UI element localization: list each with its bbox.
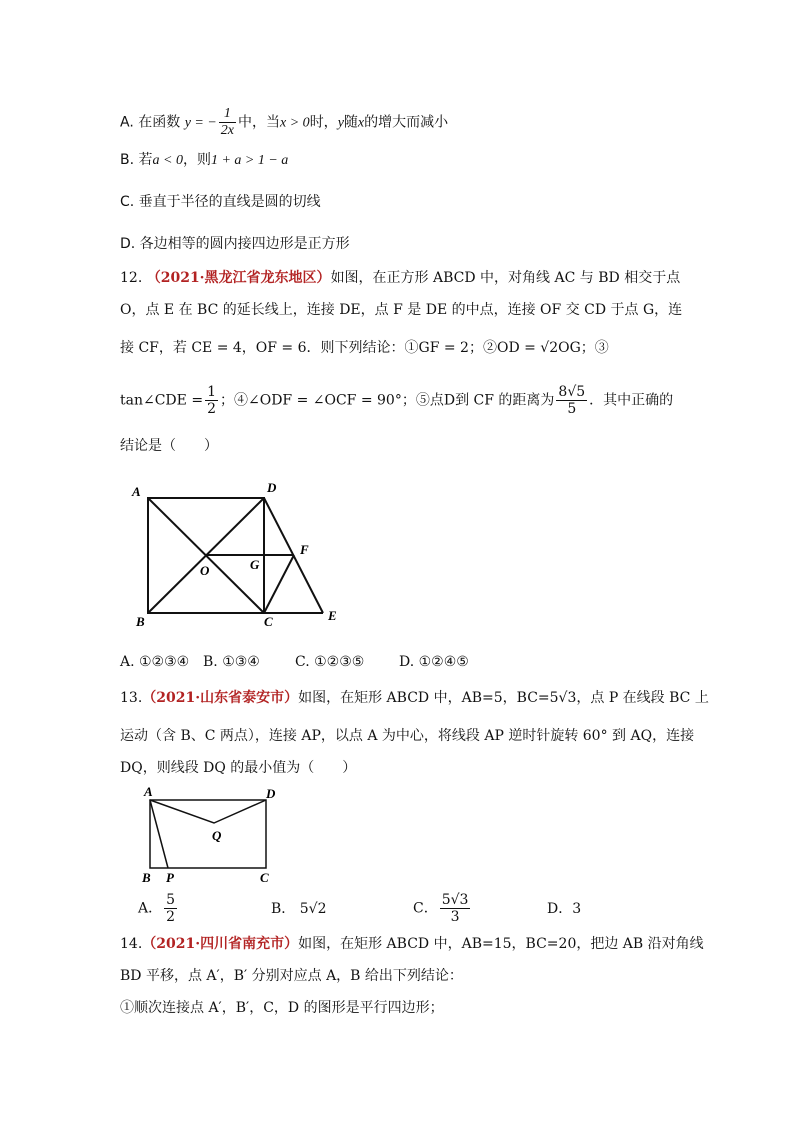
q14-line3: ①顺次连接点 A′，B′，C，D 的图形是平行四边形； [120,1000,444,1016]
label-g: G [250,557,260,572]
q12-line2: O，点 E 在 BC 的延长线上，连接 DE，点 F 是 DE 的中点，连接 OF 交 CD 于点 G，连 [120,302,683,318]
q12-line1: 12. （2021·黑龙江省龙东地区）如图，在正方形 ABCD 中，对角线 AC 与 BD 相交于点 [120,270,681,286]
q14-source: （2021·四川省南充市） [142,936,299,952]
label-d: D [267,480,277,495]
label-c: C [264,614,273,629]
q13-figure [138,782,288,888]
q13-option-b: B． 5√2 [271,901,327,917]
label-a: A [132,484,141,499]
label-b: B [142,870,151,885]
label-c: C [260,870,269,885]
q12-option-c: C. ①②③⑤ [295,654,365,670]
q12-option-b: B. ①③④ [203,654,260,670]
q12-option-a: A. ①②③④ [120,654,190,670]
q14-line2: BD 平移，点 A′，B′ 分别对应点 A，B 给出下列结论： [120,968,463,984]
segment-cf [264,555,294,613]
q12-option-d: D. ①②④⑤ [399,654,469,670]
q13-line3: DQ，则线段 DQ 的最小值为（ ） [120,760,357,776]
q13-option-d: D．3 [547,901,582,917]
q12-figure [128,478,348,633]
q13-source: （2021·山东省泰安市） [142,690,299,706]
rectangle-abcd [150,800,266,868]
q13-line1: 13.（2021·山东省泰安市）如图，在矩形 ABCD 中，AB=5，BC=5√3，点 P 在线段 BC 上 [120,690,709,706]
segment-aqd [150,800,266,823]
q12-source: （2021·黑龙江省龙东地区） [146,270,331,286]
label-a: A [144,784,153,799]
q11-option-d: D. 各边相等的圆内接四边形是正方形 [120,236,350,252]
label-b: B [136,614,145,629]
segment-ap [150,800,168,868]
q11-option-c: C. 垂直于半径的直线是圆的切线 [120,194,321,210]
q14-line1: 14.（2021·四川省南充市）如图，在矩形 ABCD 中，AB=15，BC=20，把边 AB 沿对角线 [120,936,704,952]
label-e: E [328,608,337,623]
q13-option-a: A． $\frac{5}{2}$ [138,892,176,925]
label-p: P [166,870,174,885]
q11-option-a: A. 在函数 y = − $\frac{1}{2x}$ 中，当x > 0时，y随x的增大而减小 [120,106,449,138]
q13-line2: 运动（含 B、C 两点），连接 AP，以点 A 为中心，将线段 AP 逆时针旋转 60° 到 AQ，连接 [120,728,695,744]
q13-option-c: C． $\frac{5√3}{3}$ [413,892,469,925]
q11-option-b: B. 若a < 0，则1 + a > 1 − a [120,152,289,168]
q14-number: 14. [120,936,143,952]
label-o: O [200,563,210,578]
q12-line4: tan∠CDE = $\frac{1}{2}$ ；④∠ODF = ∠OCF = 90°；⑤点D到 CF 的距离为 $\frac{8√5}{5}$ ．其中正确的 [120,384,674,417]
label-d: D [266,786,276,801]
q13-number: 13. [120,690,143,706]
label-q: Q [212,828,222,843]
q12-number: 12. [120,270,143,286]
q11-fraction: $\frac{1}{2x}$ [220,106,235,138]
label-f: F [300,542,309,557]
q12-line3: 接 CF，若 CE = 4，OF = 6．则下列结论：①GF = 2；②OD = √2OG；③ [120,340,609,356]
q12-line5: 结论是（ ） [120,438,218,454]
